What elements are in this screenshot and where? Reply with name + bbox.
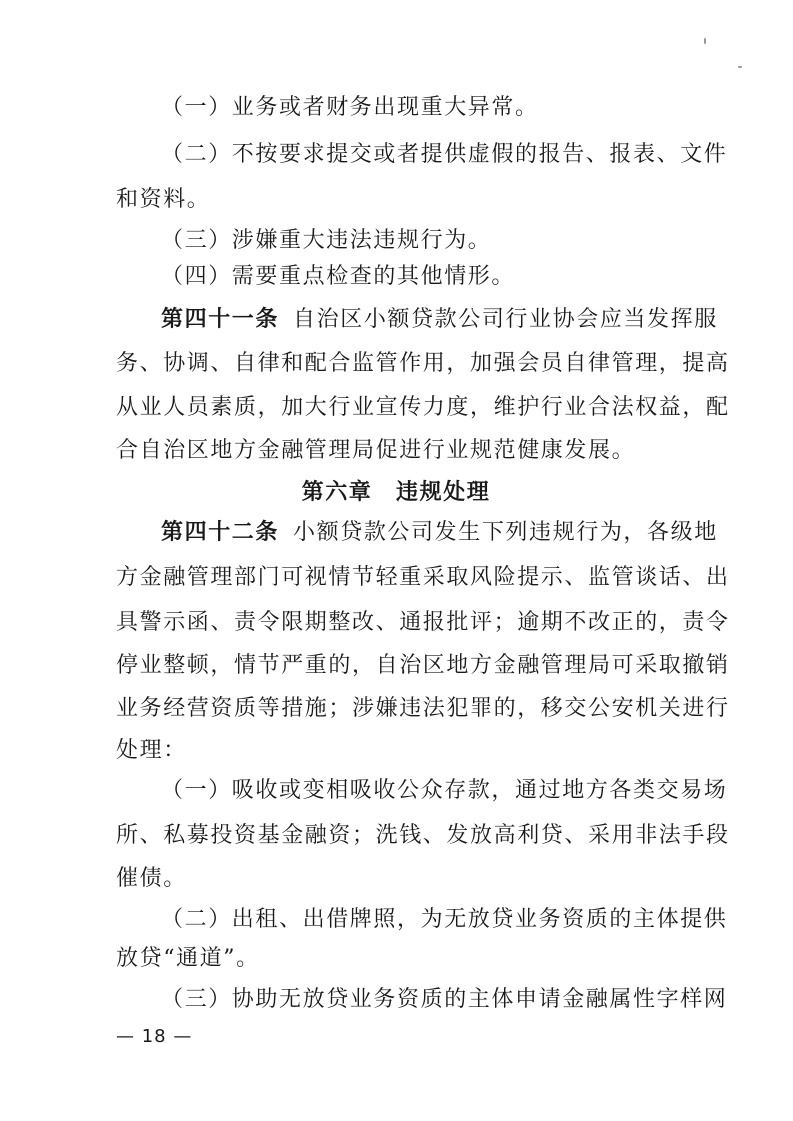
scan-speck <box>738 66 742 68</box>
text-line: 催债。 <box>116 866 187 891</box>
text-line: （一）业务或者财务出现重大异常。 <box>161 95 539 120</box>
article-41-label: 第四十一条 <box>161 306 280 332</box>
article-42-label: 第四十二条 <box>161 519 280 545</box>
article-41-line <box>116 297 718 342</box>
text-line: 合自治区地方金融管理局促进行业规范健康发展。 <box>116 438 636 463</box>
text-line: （四）需要重点检查的其他情形。 <box>161 264 516 289</box>
text-line: （三）涉嫌重大违法违规行为。 <box>161 228 492 253</box>
text-line: 从业人员素质，加大行业宣传力度，维护行业合法权益，配 <box>116 395 730 420</box>
text-line: 所、私募投资基金融资；洗钱、发放高利贷、采用非法手段 <box>116 823 730 848</box>
text-line: （三）协助无放贷业务资质的主体申请金融属性字样网 <box>161 987 728 1012</box>
text-line: 具警示函、责令限期整改、通报批评；逾期不改正的，责令 <box>116 610 730 635</box>
text-line: 小额贷款公司发生下列违规行为，各级地 <box>293 520 718 545</box>
text-line: 和资料。 <box>116 187 211 212</box>
text-line: （一）吸收或变相吸收公众存款，通过地方各类交易场 <box>161 778 728 803</box>
text-line: 停业整顿，情节严重的，自治区地方金融管理局可采取撤销 <box>116 653 730 678</box>
text-line: 处理： <box>116 738 187 763</box>
text-line: 放贷“通道”。 <box>116 946 260 971</box>
text-line: 业务经营资质等措施；涉嫌违法犯罪的，移交公安机关进行 <box>116 696 730 721</box>
text-line: 自治区小额贷款公司行业协会应当发挥服 <box>293 307 718 332</box>
scan-speck <box>704 38 706 44</box>
text-line: 方金融管理部门可视情节轻重采取风险提示、监管谈话、出 <box>116 565 730 590</box>
text-line: 务、协调、自律和配合监管作用，加强会员自律管理，提高 <box>116 351 730 376</box>
text-line: （二）不按要求提交或者提供虚假的报告、报表、文件 <box>161 142 728 167</box>
article-42-line <box>116 510 718 555</box>
page-number: — 18 — <box>116 1026 193 1047</box>
chapter-heading: 第六章 违规处理 <box>301 479 491 505</box>
text-line: （二）出租、出借牌照，为无放贷业务资质的主体提供 <box>161 907 728 932</box>
